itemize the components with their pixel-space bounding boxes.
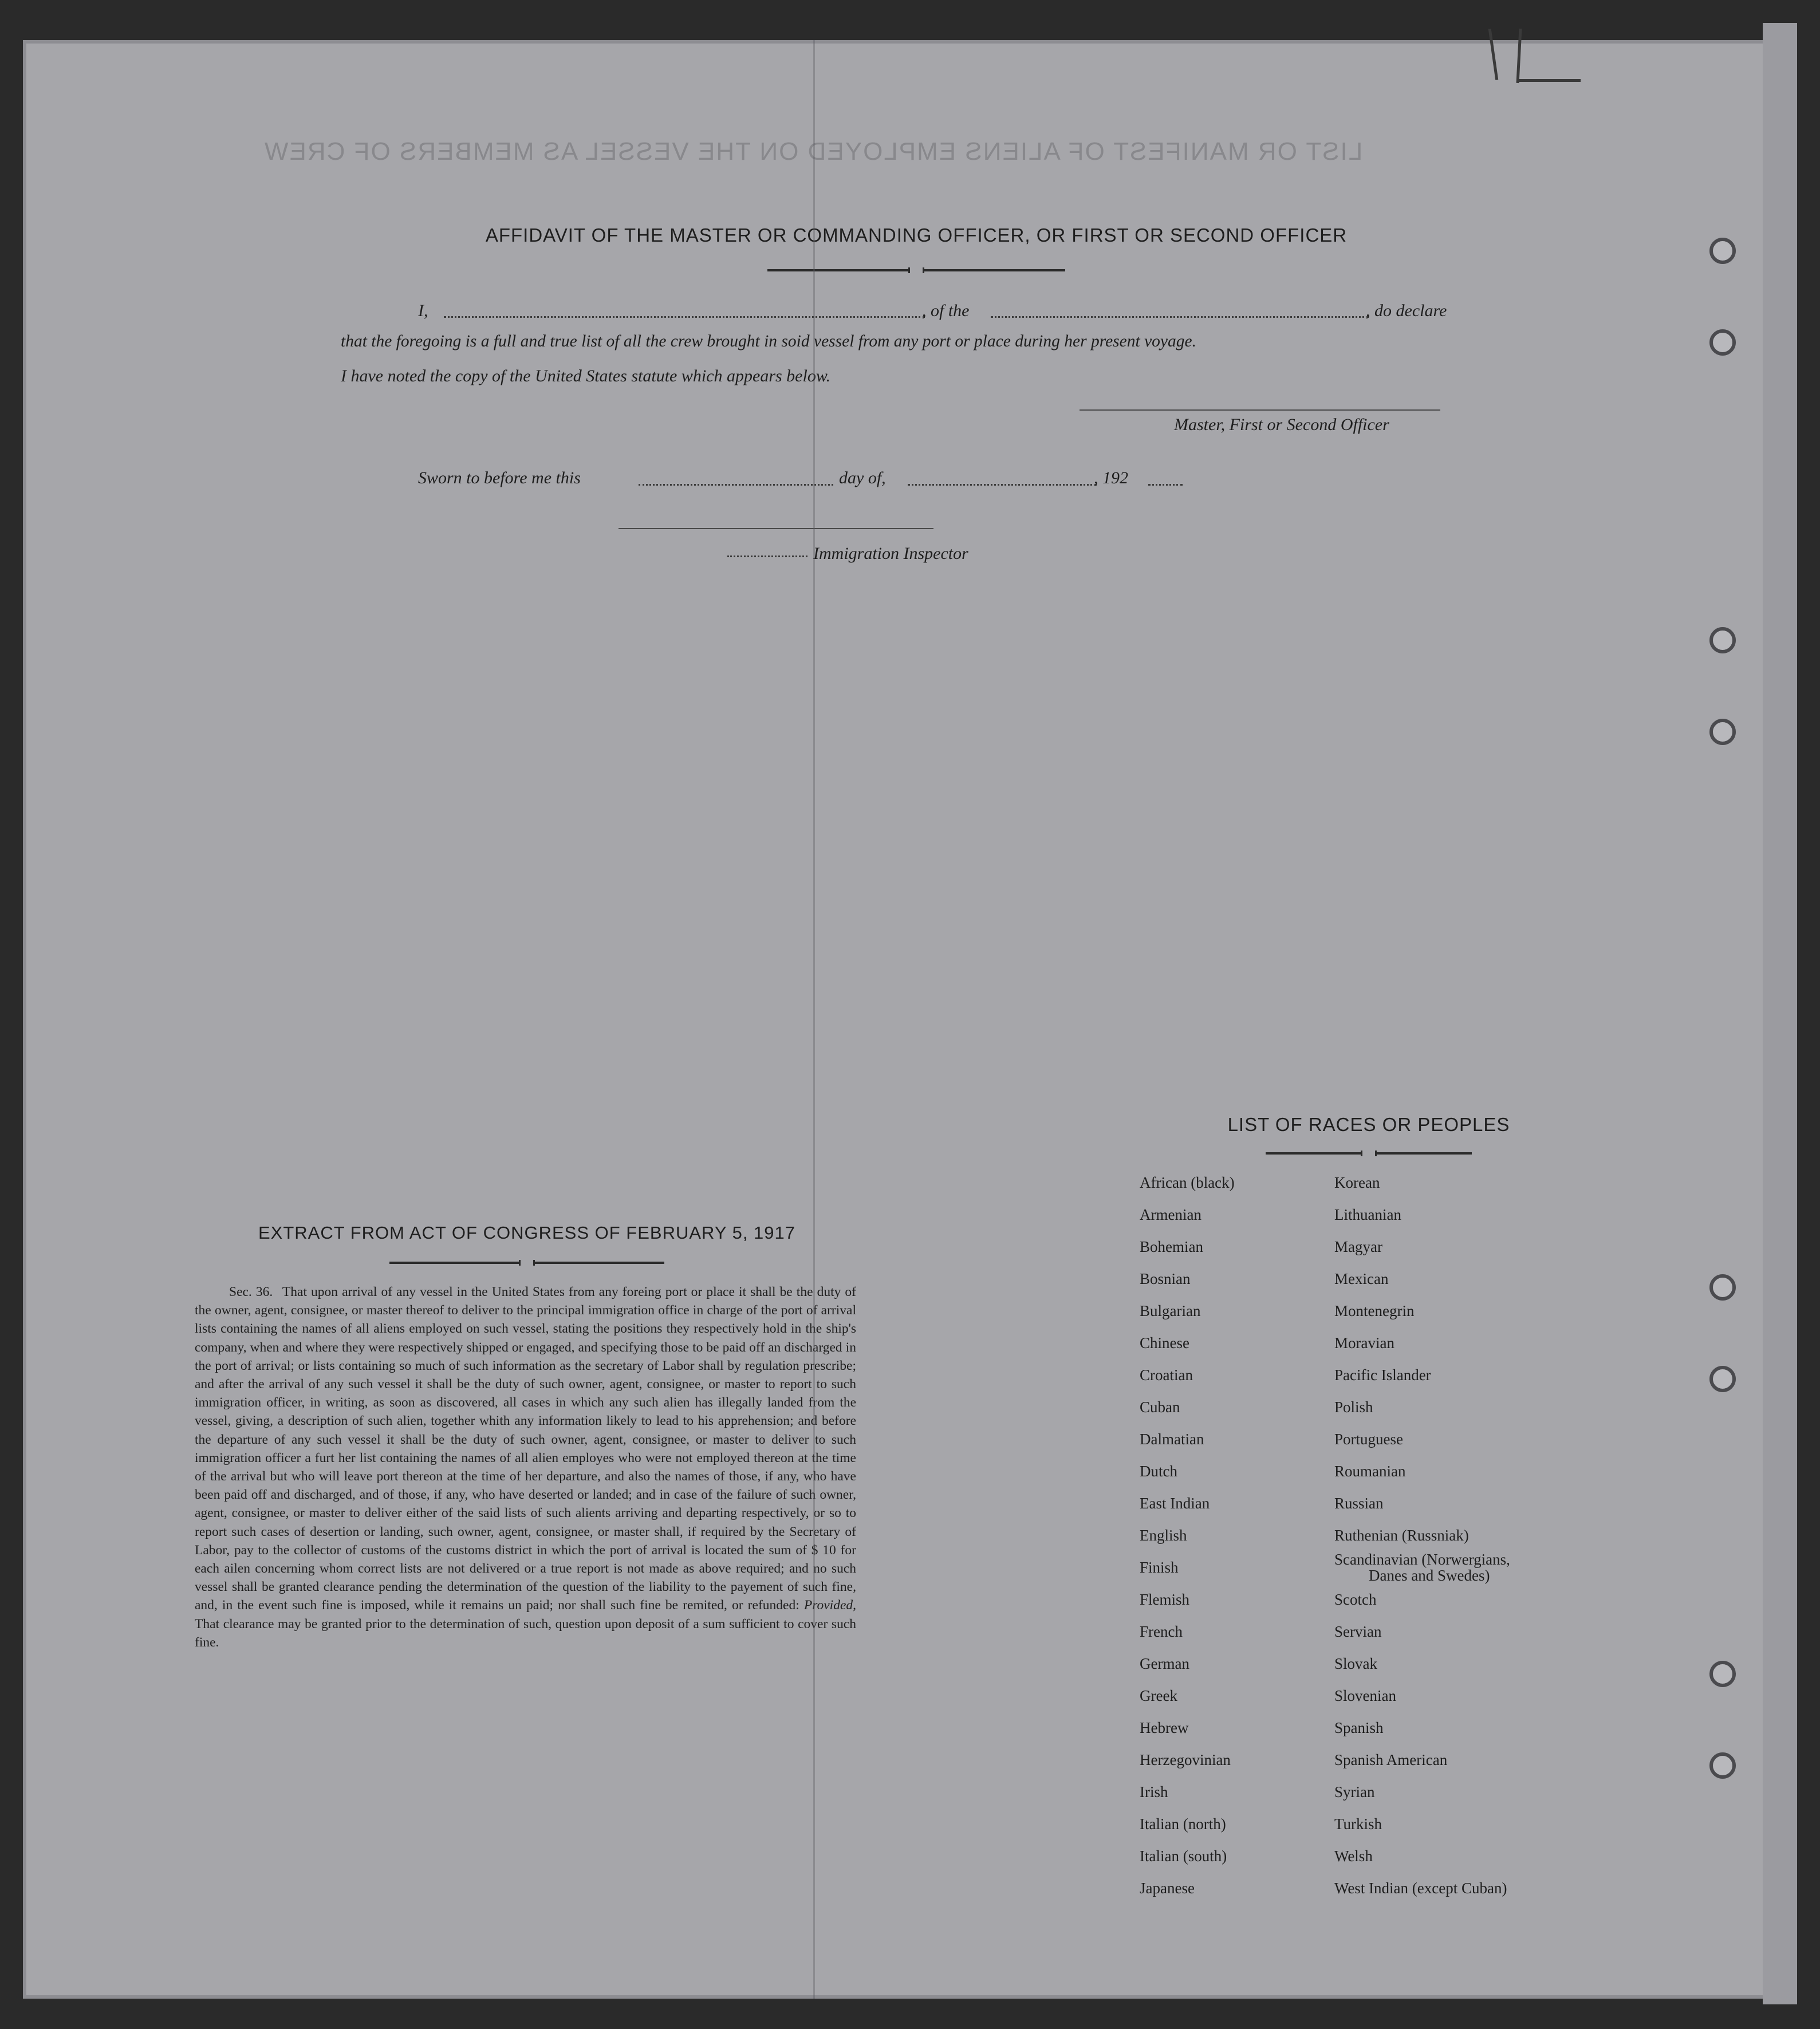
race-item: Montenegrin bbox=[1334, 1302, 1415, 1319]
race-item: Magyar bbox=[1334, 1238, 1382, 1255]
sworn-day-field[interactable] bbox=[639, 484, 833, 486]
race-item: Bulgarian bbox=[1140, 1302, 1201, 1319]
pencil-mark bbox=[1518, 79, 1581, 82]
affidavit-i-label: I, bbox=[418, 301, 428, 320]
extract-body bbox=[195, 1283, 856, 1652]
day-of-label: day of, bbox=[839, 468, 886, 487]
affidavit-statute-note: I have noted the copy of the United States statute which appears below. bbox=[341, 367, 831, 385]
race-item: Polish bbox=[1334, 1398, 1373, 1416]
race-item: Syrian bbox=[1334, 1783, 1375, 1801]
race-item: Korean bbox=[1334, 1174, 1380, 1191]
race-item: Cuban bbox=[1140, 1398, 1180, 1416]
race-item: Ruthenian (Russniak) bbox=[1334, 1527, 1469, 1544]
race-item-continuation: Danes and Swedes) bbox=[1369, 1567, 1490, 1584]
document-page bbox=[23, 40, 1775, 1999]
race-item: Bosnian bbox=[1140, 1270, 1191, 1287]
race-item: Pacific Islander bbox=[1334, 1366, 1431, 1384]
race-item: Chinese bbox=[1140, 1334, 1189, 1352]
punch-hole bbox=[1709, 1661, 1736, 1687]
race-item: Dalmatian bbox=[1140, 1431, 1204, 1448]
inspector-signature-line[interactable] bbox=[619, 528, 933, 529]
vessel-name-field[interactable] bbox=[991, 316, 1369, 318]
race-item: German bbox=[1140, 1655, 1189, 1672]
races-left-column bbox=[1140, 1167, 1235, 1904]
race-item: Portuguese bbox=[1334, 1431, 1403, 1448]
pencil-mark bbox=[1516, 29, 1522, 83]
race-item: Mexican bbox=[1334, 1270, 1389, 1287]
race-item: Turkish bbox=[1334, 1815, 1382, 1833]
race-item: Bohemian bbox=[1140, 1238, 1203, 1255]
race-item: Armenian bbox=[1140, 1206, 1201, 1223]
sworn-year-field[interactable] bbox=[1148, 484, 1183, 486]
affidavit-declare-label: , do declare bbox=[1366, 301, 1447, 320]
section-text-part1: That upon arrival of any vessel in the United States from any foreing port or place it shall be the duty of the owner, agent, consignee, or master thereof to deliver to the principal immigration office in charge of the port of arrival lists containing the names of all aliens employed on such vessel, stating the positions they respectively hold in the ship's company, when and where they were respectively shipped or engaged, and specifying those to be paid off an discharged in the port of arrival; or lists containing so much of such information as the secretary of Labor shall by regulation prescribe; and after the arrival of any such vessel it shall be the duty of such owner, agent, consignee, or master to report to such immigration officer, in writing, as soon as discovered, all cases in which any such alien has illegally landed from the vessel, giving, a description of such alien, together whith any information likely to lead to his apprehension; and before the departure of any such vessel it shall be the duty of such owner, agent, consignee, or master to deliver to such immigration officer a furt her list containing the names of all alien employes who were not employed thereon at the time of the arrival but who will leave port thereon at the time of her departure, and also the names of those, if any, who have been paid off and discharged, and of those, if any, who have deserted or landed; and in case of the failure of such owner, agent, consignee, or master to deliver either of the said lists of such alients arriving and departing respectively, or so to report such cases of desertion or landing, such owner, agent, consignee, or master shall, if required by the Secretary of Labor, pay to the collector of customs of the customs district in which the port of arrival is located the sum of $ 10 for each ailen concerning whom correct lists are not delivered or a true report is not made as above required; and no such vessel shall be granted clearance pending the determination of the question of the liability to the payement of such fine, and, in the event such fine is imposed, while it remains un paid; nor shall such fine be remited, or refunded: bbox=[195, 1285, 857, 1613]
race-item: Spanish bbox=[1334, 1719, 1384, 1736]
master-signature-label: Master, First or Second Officer bbox=[1174, 415, 1389, 434]
race-item: Dutch bbox=[1140, 1463, 1177, 1480]
punch-hole bbox=[1709, 719, 1736, 745]
race-item: Welsh bbox=[1334, 1847, 1373, 1865]
race-item: Spanish American bbox=[1334, 1751, 1448, 1768]
races-title-rule bbox=[1266, 1152, 1472, 1155]
races-right-column bbox=[1334, 1167, 1510, 1904]
affidavit-of-the-label: , of the bbox=[922, 301, 970, 320]
race-item: French bbox=[1140, 1623, 1183, 1640]
race-item: West Indian (except Cuban) bbox=[1334, 1880, 1507, 1897]
race-item: Croatian bbox=[1140, 1366, 1193, 1384]
extract-title: EXTRACT FROM ACT OF CONGRESS OF FEBRUARY 5, 1917 bbox=[258, 1223, 796, 1243]
race-item: Italian (north) bbox=[1140, 1815, 1226, 1833]
bleedthrough-title: LIST OR MANIFEST OF ALIENS EMPLOYED ON THE VESSEL AS MEMBERS OF CREW bbox=[263, 137, 1363, 166]
race-item: Irish bbox=[1140, 1783, 1168, 1801]
race-item: Finish bbox=[1140, 1559, 1179, 1576]
punch-hole bbox=[1709, 1366, 1736, 1392]
race-item: English bbox=[1140, 1527, 1187, 1544]
pencil-mark bbox=[1488, 29, 1498, 80]
race-item: Roumanian bbox=[1334, 1463, 1406, 1480]
section-text-part2: That clearance may be granted prior to the determination of such, question upon deposit of a sum sufficient to cover such fine. bbox=[195, 1616, 856, 1650]
inspector-label: Immigration Inspector bbox=[813, 544, 968, 563]
master-signature-line[interactable] bbox=[1080, 409, 1440, 411]
race-item: African (black) bbox=[1140, 1174, 1235, 1191]
race-item: Lithuanian bbox=[1334, 1206, 1401, 1223]
section-label: Sec. 36. bbox=[229, 1285, 273, 1299]
race-item: Flemish bbox=[1140, 1591, 1190, 1608]
race-item: Slovenian bbox=[1334, 1687, 1396, 1704]
race-item: Herzegovinian bbox=[1140, 1751, 1231, 1768]
sworn-month-field[interactable] bbox=[908, 484, 1097, 486]
race-item: Italian (south) bbox=[1140, 1847, 1227, 1865]
race-item: Servian bbox=[1334, 1623, 1382, 1640]
race-item: Japanese bbox=[1140, 1880, 1195, 1897]
affidavit-title: AFFIDAVIT OF THE MASTER OR COMMANDING OFFICER, OR FIRST OR SECOND OFFICER bbox=[485, 224, 1348, 246]
race-item: Moravian bbox=[1334, 1334, 1394, 1352]
race-item: Slovak bbox=[1334, 1655, 1378, 1672]
inspector-dotline bbox=[727, 555, 807, 557]
punch-hole bbox=[1709, 238, 1736, 264]
race-item: Greek bbox=[1140, 1687, 1177, 1704]
sworn-label: Sworn to before me this bbox=[418, 468, 581, 487]
race-item: East Indian bbox=[1140, 1495, 1210, 1512]
extract-title-rule bbox=[389, 1262, 664, 1264]
punch-hole bbox=[1709, 329, 1736, 356]
affidavit-statement: that the foregoing is a full and true list of all the crew brought in soid vessel from any port or place during her present voyage. bbox=[341, 332, 1196, 350]
officer-name-field[interactable] bbox=[444, 316, 925, 318]
affidavit-title-rule bbox=[767, 269, 1065, 271]
race-item-line: Scandinavian (Norwergians, bbox=[1334, 1551, 1510, 1568]
binding-edge bbox=[1763, 23, 1797, 2004]
race-item bbox=[1334, 1551, 1510, 1583]
provided-word: Provided, bbox=[803, 1598, 857, 1613]
race-item: Scotch bbox=[1334, 1591, 1377, 1608]
punch-hole bbox=[1709, 1274, 1736, 1301]
punch-hole bbox=[1709, 1752, 1736, 1779]
races-title: LIST OF RACES OR PEOPLES bbox=[1227, 1114, 1510, 1135]
year-label: , 192 bbox=[1094, 468, 1128, 487]
race-item: Hebrew bbox=[1140, 1719, 1189, 1736]
punch-hole bbox=[1709, 627, 1736, 653]
race-item: Russian bbox=[1334, 1495, 1384, 1512]
